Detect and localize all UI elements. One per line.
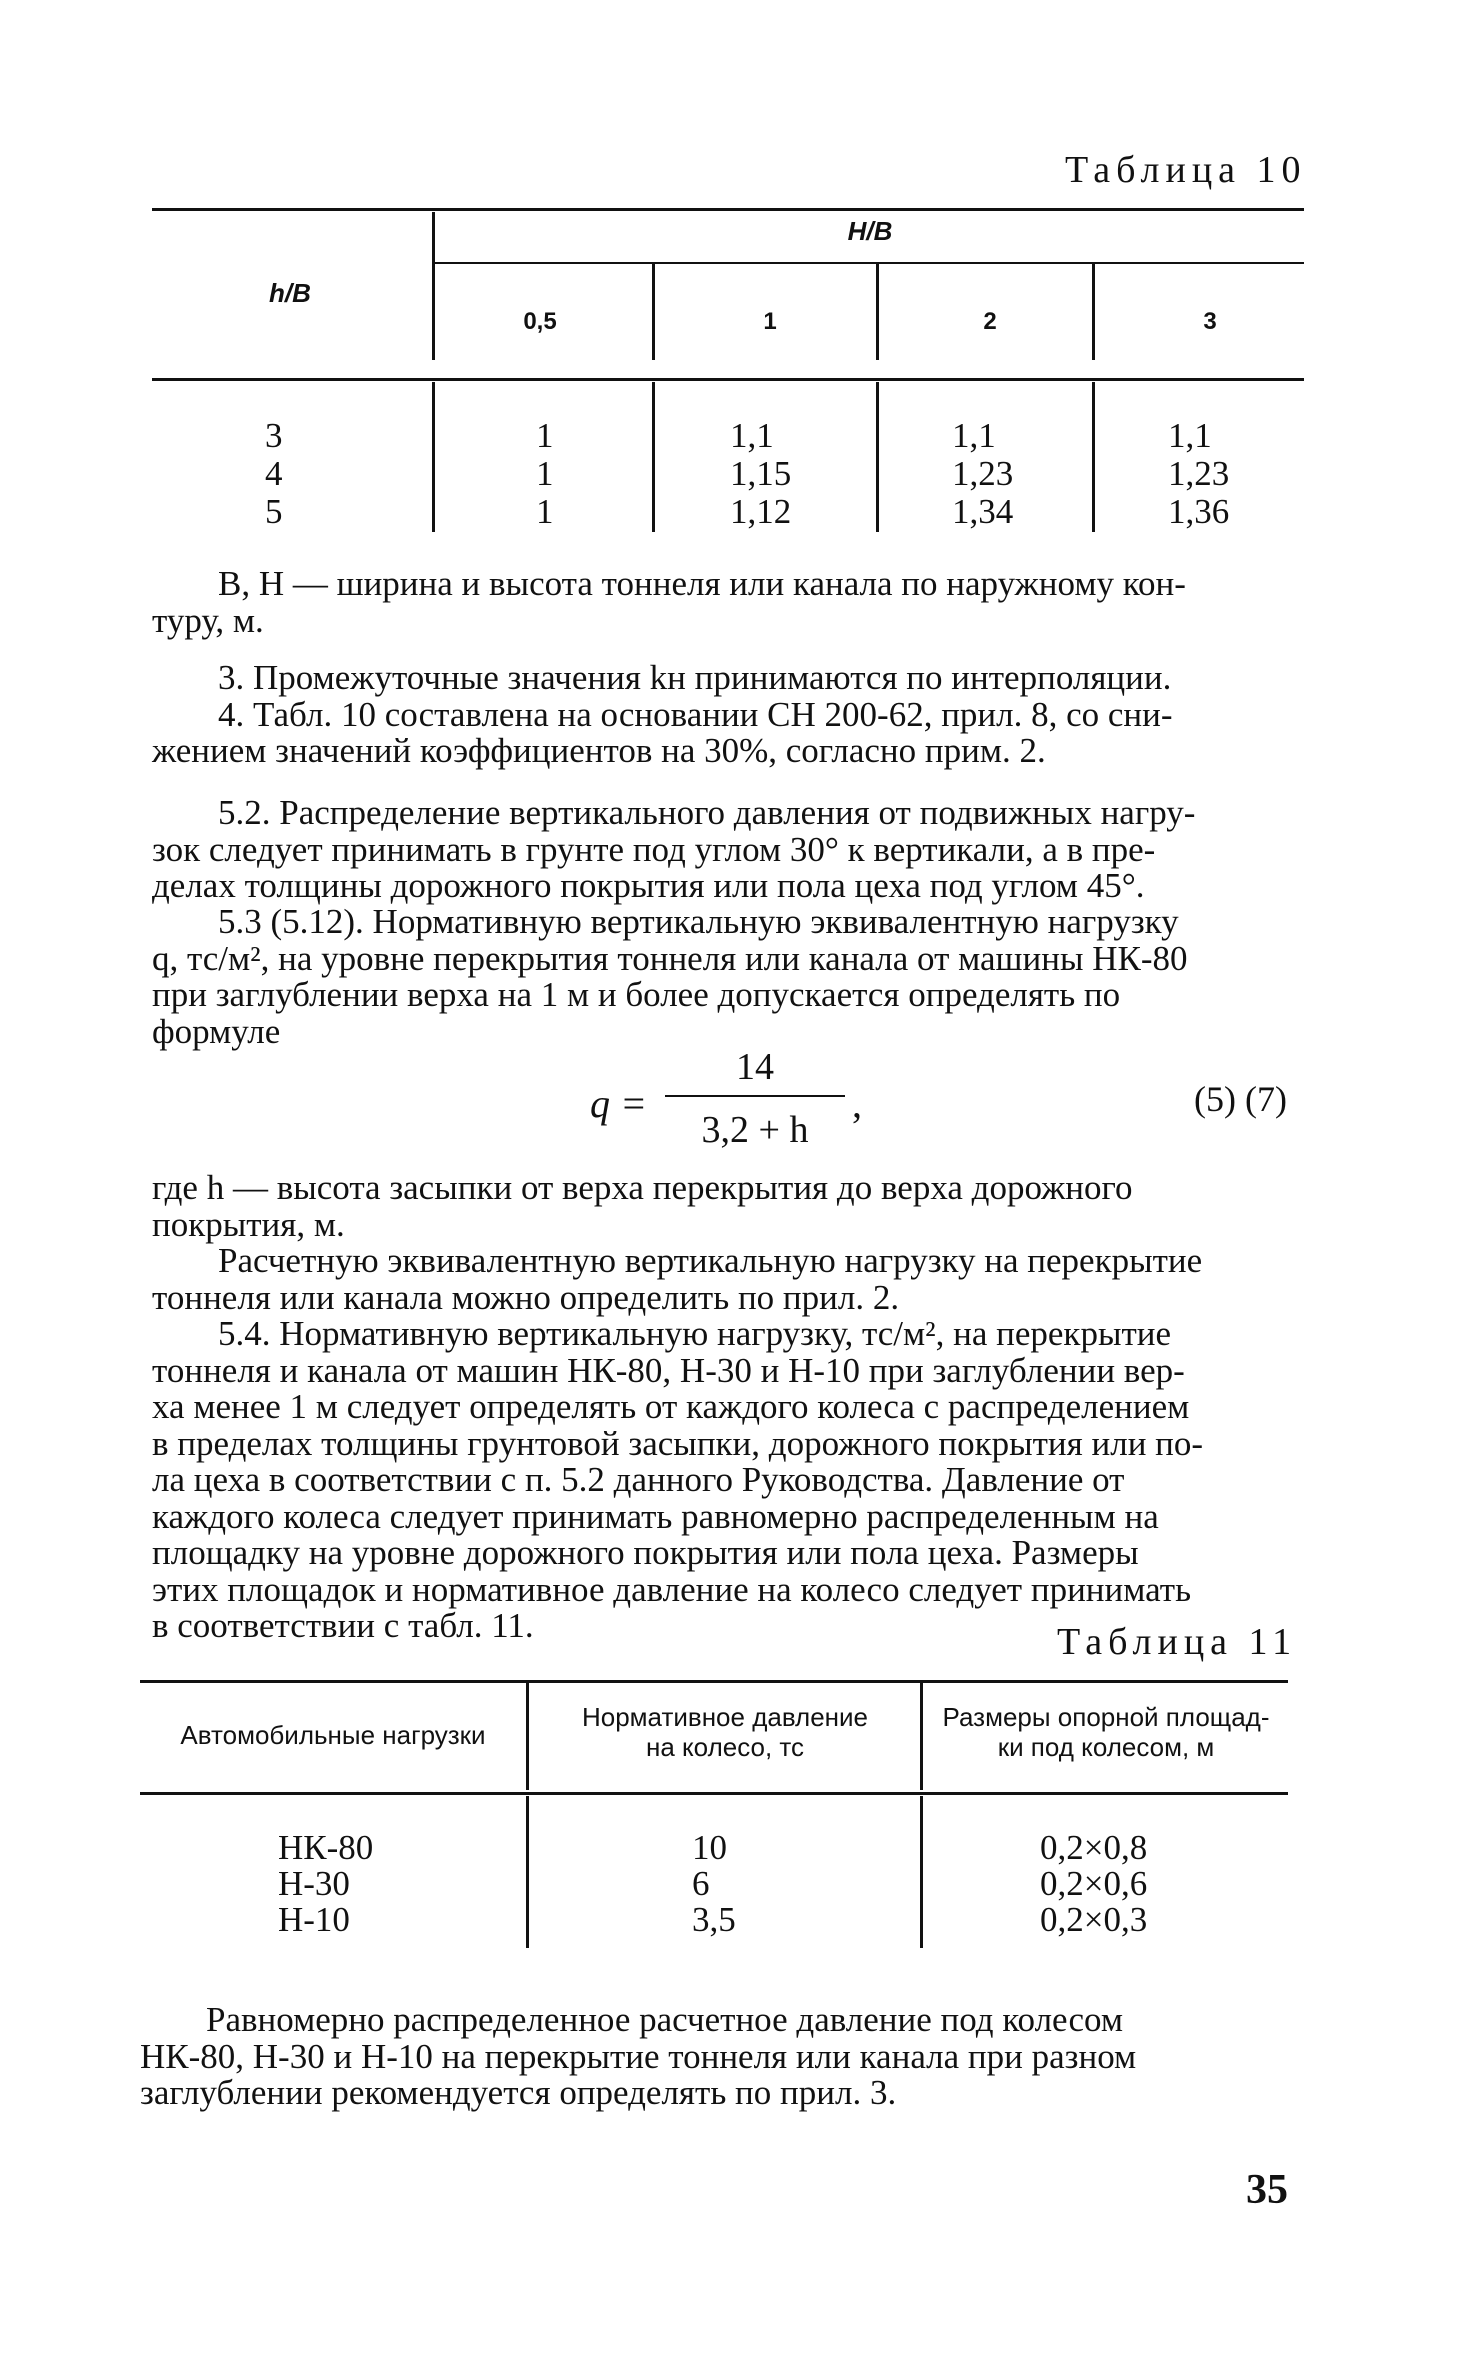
note-4: 4. Табл. 10 составлена на основании СН 200-62, прил. 8, со сни- (218, 694, 1173, 734)
table11-cell: Н-30 (278, 1864, 350, 1903)
paragraph-line: в соответствии с табл. 11. (152, 1606, 534, 1645)
table11-cell: Н-10 (278, 1900, 350, 1939)
formula-numerator: 14 (736, 1046, 774, 1088)
table11-top-rule (140, 1680, 1288, 1683)
section-5-4 (152, 1316, 1304, 1645)
table11-cell: 0,2×0,8 (1040, 1828, 1148, 1867)
paragraph-line: НК-80, Н-30 и Н-10 на перекрытие тоннеля или канала при разном (140, 2036, 1137, 2076)
paragraph-line: покрытия, м. (152, 1204, 345, 1244)
table10-divider (1092, 382, 1095, 532)
formula-denominator: 3,2 + h (701, 1109, 809, 1151)
table10-col-header: 2 (983, 308, 997, 335)
table10-header-rule (152, 378, 1304, 381)
table10-column-hb (265, 417, 283, 531)
table10-cell: 1 (536, 454, 554, 493)
table10-divider (652, 264, 655, 360)
table11-cell: НК-80 (278, 1828, 374, 1867)
table11-divider (920, 1796, 923, 1948)
table11-divider (526, 1796, 529, 1948)
table10-divider (432, 382, 435, 532)
paragraph-line: 5.3 (5.12). Нормативную вертикальную эквивалентную нагрузку (218, 902, 1179, 941)
paragraph-line: тоннеля или канала можно определить по прил. 2. (152, 1277, 900, 1317)
paragraph-line: ла цеха в соответствии с п. 5.2 данного Руководства. Давление от (152, 1460, 1125, 1499)
note-bh: B, H — ширина и высота тоннеля или канала по наружному кон- (218, 564, 1186, 603)
paragraph-line: Расчетную эквивалентную вертикальную нагрузку на перекрытие (218, 1241, 1203, 1280)
table10-cell: 5 (265, 492, 283, 531)
paragraph-line: формуле (152, 1011, 281, 1051)
table11-cell: 3,5 (692, 1900, 736, 1939)
table10-column-2 (952, 417, 1013, 531)
table10-caption: Таблица 10 (1065, 149, 1307, 191)
paragraph-line: q, тс/м², на уровне перекрытия тоннеля или канала от машины НК-80 (152, 938, 1188, 978)
table10-cell: 1,1 (1168, 416, 1212, 455)
table10-column-1 (730, 417, 791, 531)
section-5-3 (152, 904, 1304, 1050)
table10-divider (876, 264, 879, 360)
table10-cell: 1 (536, 492, 554, 531)
paragraph-line: Равномерно распределенное расчетное давление под колесом (206, 2000, 1123, 2039)
table10-divider (432, 212, 435, 360)
header-line: на колесо, тс (645, 1732, 805, 1762)
note-3: 3. Промежуточные значения kн принимаются по интерполяции. (218, 658, 1172, 697)
table10-cell: 1,23 (952, 454, 1014, 493)
table10-cell: 1,23 (1168, 454, 1230, 493)
paragraph-line: 5.2. Распределение вертикального давления от подвижных нагру- (218, 793, 1196, 832)
table10-column-3 (1168, 417, 1229, 531)
table11-cell: 6 (692, 1864, 710, 1903)
table11-caption: Таблица 11 (1057, 1621, 1298, 1663)
header-line: ки под колесом, м (997, 1732, 1215, 1762)
note-bh: туру, м. (152, 600, 264, 640)
notes-block (152, 660, 1304, 770)
table11-column-pressure (692, 1830, 736, 1938)
paragraph-line: 5.4. Нормативную вертикальную нагрузку, тс/м², на перекрытие (218, 1314, 1172, 1353)
table11-header-pressure (530, 1702, 920, 1762)
table10-cell: 1,12 (730, 492, 792, 531)
table10-column-05 (536, 417, 554, 531)
table10-divider (652, 382, 655, 532)
table10-cell: 1,1 (730, 416, 774, 455)
table11-cell: 0,2×0,3 (1040, 1900, 1148, 1939)
paragraph-line: каждого колеса следует принимать равномерно распределенным на (152, 1496, 1159, 1536)
formula-comma: , (852, 1081, 862, 1126)
table11-column-loads (278, 1830, 373, 1938)
paragraph-line: в пределах толщины грунтовой засыпки, дорожного покрытия или по- (152, 1423, 1204, 1463)
table10-col-header: 0,5 (523, 308, 557, 335)
table10-cell: 1 (536, 416, 554, 455)
table10-col-header: 3 (1203, 308, 1217, 335)
table10-cell: 3 (265, 416, 283, 455)
paragraph-line: делах толщины дорожного покрытия или пола цеха под углом 45°. (152, 866, 1145, 905)
note-4: жением значений коэффициентов на 30%, согласно прим. 2. (152, 731, 1046, 770)
table10-cell: 4 (265, 454, 283, 493)
table10-cell: 1,36 (1168, 492, 1230, 531)
table10-divider (1092, 264, 1095, 360)
fraction-bar (665, 1095, 845, 1097)
table11-divider (526, 1682, 529, 1790)
table10-cell: 1,15 (730, 454, 792, 493)
table10-row-header: h/B (269, 278, 311, 308)
paragraph-line: площадку на уровне дорожного покрытия или пола цеха. Размеры (152, 1533, 1139, 1572)
table10-cell: 1,34 (952, 492, 1014, 531)
paragraph-line: зок следует принимать в грунте под углом 30° к вертикали, а в пре- (152, 829, 1156, 869)
table10-col-header: 1 (763, 308, 777, 335)
paragraph-line: ха менее 1 м следует определять от каждого колеса с распределением (152, 1387, 1190, 1426)
table11-header-loads: Автомобильные нагрузки (180, 1720, 486, 1750)
paragraph-line: тоннеля и канала от машин НК-80, Н-30 и Н-10 при заглублении вер- (152, 1350, 1185, 1390)
page-number: 35 (1246, 2167, 1288, 2213)
table10-cell: 1,1 (952, 416, 996, 455)
formula-lhs: q = (590, 1081, 647, 1126)
table11-column-sizes (1040, 1830, 1147, 1938)
formula-number: (5) (7) (1194, 1079, 1287, 1119)
table11-header-rule (140, 1792, 1288, 1795)
section-5-2 (152, 795, 1304, 905)
paragraph-line: где h — высота засыпки от верха перекрытия до верха дорожного (152, 1168, 1133, 1207)
paragraph-line: заглублении рекомендуется определять по прил. 3. (140, 2073, 897, 2112)
table10-divider (876, 382, 879, 532)
header-line: Нормативное давление (581, 1702, 869, 1732)
table11-divider (920, 1682, 923, 1790)
formula-explanation (152, 1170, 1304, 1316)
header-line: Размеры опорной площад- (942, 1702, 1270, 1732)
table11-cell: 0,2×0,6 (1040, 1864, 1148, 1903)
paragraph-line: этих площадок и нормативное давление на колесо следует принимать (152, 1569, 1192, 1609)
table10-group-rule (434, 262, 1304, 264)
table10-group-header: H/B (847, 216, 893, 246)
paragraph-line: при заглублении верха на 1 м и более допускается определять по (152, 975, 1121, 1014)
table11-header-sizes (924, 1702, 1288, 1762)
final-paragraph (140, 2002, 1292, 2112)
table11-cell: 10 (692, 1828, 727, 1867)
notes-block (152, 566, 1304, 639)
table10-top-rule (152, 208, 1304, 211)
